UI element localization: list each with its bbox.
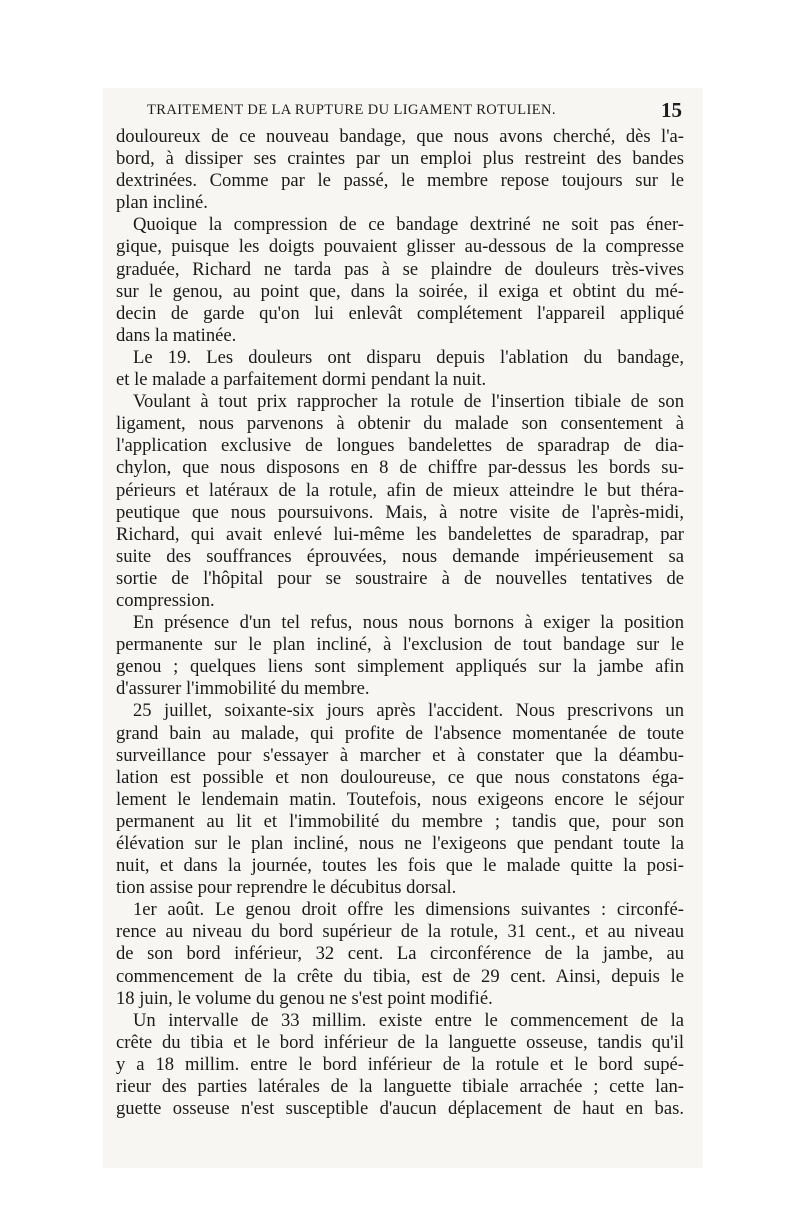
text-line: graduée, Richard ne tarda pas à se plaindre de douleurs très-vives — [116, 258, 684, 280]
text-line: Richard, qui avait enlevé lui-même les bandelettes de sparadrap, par — [116, 523, 684, 545]
text-line: lation est possible et non douloureuse, ce que nous constatons éga- — [116, 766, 684, 788]
text-line: gique, puisque les doigts pouvaient glisser au-dessous de la compresse — [116, 236, 684, 258]
text-line: chylon, que nous disposons en 8 de chiffre par-dessus les bords su- — [116, 457, 684, 479]
text-line: dextrinées. Comme par le passé, le membre repose toujours sur le — [116, 170, 684, 192]
text-line: élévation sur le plan incliné, nous ne l'exigeons que pendant toute la — [116, 833, 684, 854]
text-line: l'application exclusive de longues bandelettes de sparadrap de dia- — [116, 435, 684, 457]
text-line: genou ; quelques liens sont simplement appliqués sur la jambe afin — [116, 656, 684, 678]
text-line: surveillance pour s'essayer à marcher et à constater que la déambu- — [116, 744, 684, 766]
text-line: et le malade a parfaitement dormi pendant la nuit. — [116, 369, 487, 391]
text-line: tion assise pour reprendre le décubitus dorsal. — [116, 877, 457, 899]
text-line: suite des souffrances éprouvées, nous demande impérieusement sa — [116, 545, 684, 567]
page-header — [147, 100, 682, 122]
text-line: crête du tibia et le bord inférieur de la languette osseuse, tandis qu'il — [116, 1031, 684, 1053]
text-line: permanente sur le plan incliné, à l'exclusion de tout bandage sur le — [116, 634, 684, 656]
text-line: decin de garde qu'on lui enlevât complétement l'appareil appliqué — [116, 302, 684, 324]
text-line: Un intervalle de 33 millim. existe entre le commencement de la — [133, 1009, 684, 1031]
text-line: lement le lendemain matin. Toutefois, nous exigeons encore le séjour — [116, 788, 684, 810]
text-line: sur le genou, au point que, dans la soirée, il exiga et obtint du mé- — [116, 280, 684, 302]
text-line: guette osseuse n'est susceptible d'aucun déplacement de haut en bas. — [116, 1098, 684, 1120]
text-line: 18 juin, le volume du genou ne s'est point modifié. — [116, 987, 493, 1009]
text-line: bord, à dissiper ses craintes par un emploi plus restreint des bandes — [116, 148, 684, 170]
text-line: 25 juillet, soixante-six jours après l'accident. Nous prescrivons un — [133, 700, 684, 722]
text-line: commencement de la crête du tibia, est de 29 cent. Ainsi, depuis le — [116, 965, 684, 987]
text-line: ligament, nous parvenons à obtenir du malade son consentement à — [116, 413, 684, 435]
text-line: permanent au lit et l'immobilité du membre ; tandis que, pour son — [116, 810, 684, 832]
text-line: d'assurer l'immobilité du membre. — [116, 678, 370, 700]
text-line: peutique que nous poursuivons. Mais, à notre visite de l'après-midi, — [116, 501, 684, 523]
text-line: 1er août. Le genou droit offre les dimensions suivantes : circonfé- — [133, 899, 684, 921]
text-line: sortie de l'hôpital pour se soustraire à de nouvelles tentatives de — [116, 567, 684, 589]
text-line: rence au niveau du bord supérieur de la rotule, 31 cent., et au niveau — [116, 921, 684, 943]
text-line: Quoique la compression de ce bandage dextriné ne soit pas éner- — [133, 214, 684, 236]
page-number: 15 — [661, 98, 682, 122]
text-line: grand bain au malade, qui profite de l'absence momentanée de toute — [116, 722, 684, 744]
text-line: compression. — [116, 589, 215, 611]
text-line: rieur des parties latérales de la languette tibiale arrachée ; cette lan- — [116, 1076, 684, 1098]
text-line: de son bord inférieur, 32 cent. La circonférence de la jambe, au — [116, 943, 684, 965]
text-line: nuit, et dans la journée, toutes les fois que le malade quitte la posi- — [116, 855, 684, 877]
running-title: TRAITEMENT DE LA RUPTURE DU LIGAMENT ROTULIEN. — [147, 102, 556, 118]
text-line: En présence d'un tel refus, nous nous bornons à exiger la position — [133, 612, 684, 634]
text-line: Voulant à tout prix rapprocher la rotule de l'insertion tibiale de son — [133, 391, 684, 413]
text-line: dans la matinée. — [116, 324, 237, 346]
body-text — [116, 126, 684, 1120]
text-line: douloureux de ce nouveau bandage, que nous avons cherché, dès l'a- — [116, 126, 684, 147]
text-line: Le 19. Les douleurs ont disparu depuis l'ablation du bandage, — [133, 346, 684, 368]
text-line: périeurs et latéraux de la rotule, afin de mieux atteindre le but théra- — [116, 479, 684, 501]
text-line: y a 18 millim. entre le bord inférieur de la rotule et le bord supé- — [116, 1053, 684, 1075]
text-line: plan incliné. — [116, 192, 208, 214]
